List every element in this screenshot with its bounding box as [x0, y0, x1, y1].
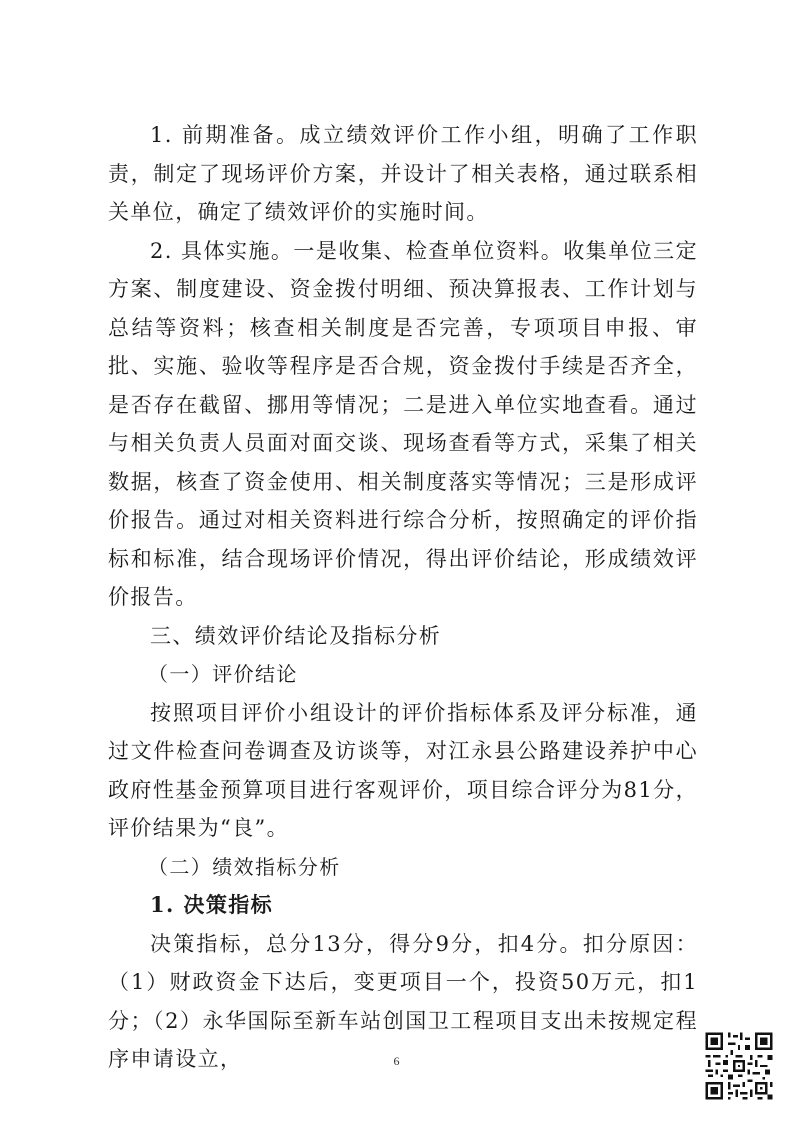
section-heading-conclusion: 三、绩效评价结论及指标分析	[150, 623, 442, 648]
subheading-evaluation-conclusion: （一）评价结论	[148, 662, 298, 686]
paragraph-implementation: 2. 具体实施。一是收集、检查单位资料。收集单位三定方案、制度建设、资金拨付明细、预决算报表、工作计划与总结等资料；核查相关制度是否完善，专项项目申报、审批、实施、验收等程序是否合规，资金拨付手续是否齐全，是否存在截留、挪用等情况；二是进入单位实地查看。通过与相关负责人员面对面交谈、现场查看等方式，采集了相关数据，核查了资金使用、相关制度落实等情况；三是形成评价报告。通过对相关资料进行综合分析，按照确定的评价指标和标准，结合现场评价情况，得出评价结论，形成绩效评价报告。	[108, 238, 698, 609]
document-body	[108, 116, 698, 1079]
paragraph-decision-indicator: 决策指标，总分13分，得分9分，扣4分。扣分原因：（1）财政资金下达后，变更项目一个，投资50万元，扣1分；（2）永华国际至新车站创国卫工程项目支出未按规定程序申请设立，	[108, 931, 698, 1071]
paragraph-evaluation-result: 按照项目评价小组设计的评价指标体系及评分标准，通过文件检查问卷调查及访谈等，对江永县公路建设养护中心政府性基金预算项目进行客观评价，项目综合评分为81分，评价结果为“良”。	[108, 700, 698, 840]
paragraph-preparation: 1. 前期准备。成立绩效评价工作小组，明确了工作职责，制定了现场评价方案，并设计了相关表格，通过联系相关单位，确定了绩效评价的实施时间。	[108, 123, 698, 224]
page-number: 6	[393, 1054, 400, 1068]
qr-code-icon	[703, 1030, 775, 1102]
subheading-indicator-analysis: （二）绩效指标分析	[148, 854, 341, 879]
heading-decision-indicator: 1. 决策指标	[150, 892, 274, 917]
